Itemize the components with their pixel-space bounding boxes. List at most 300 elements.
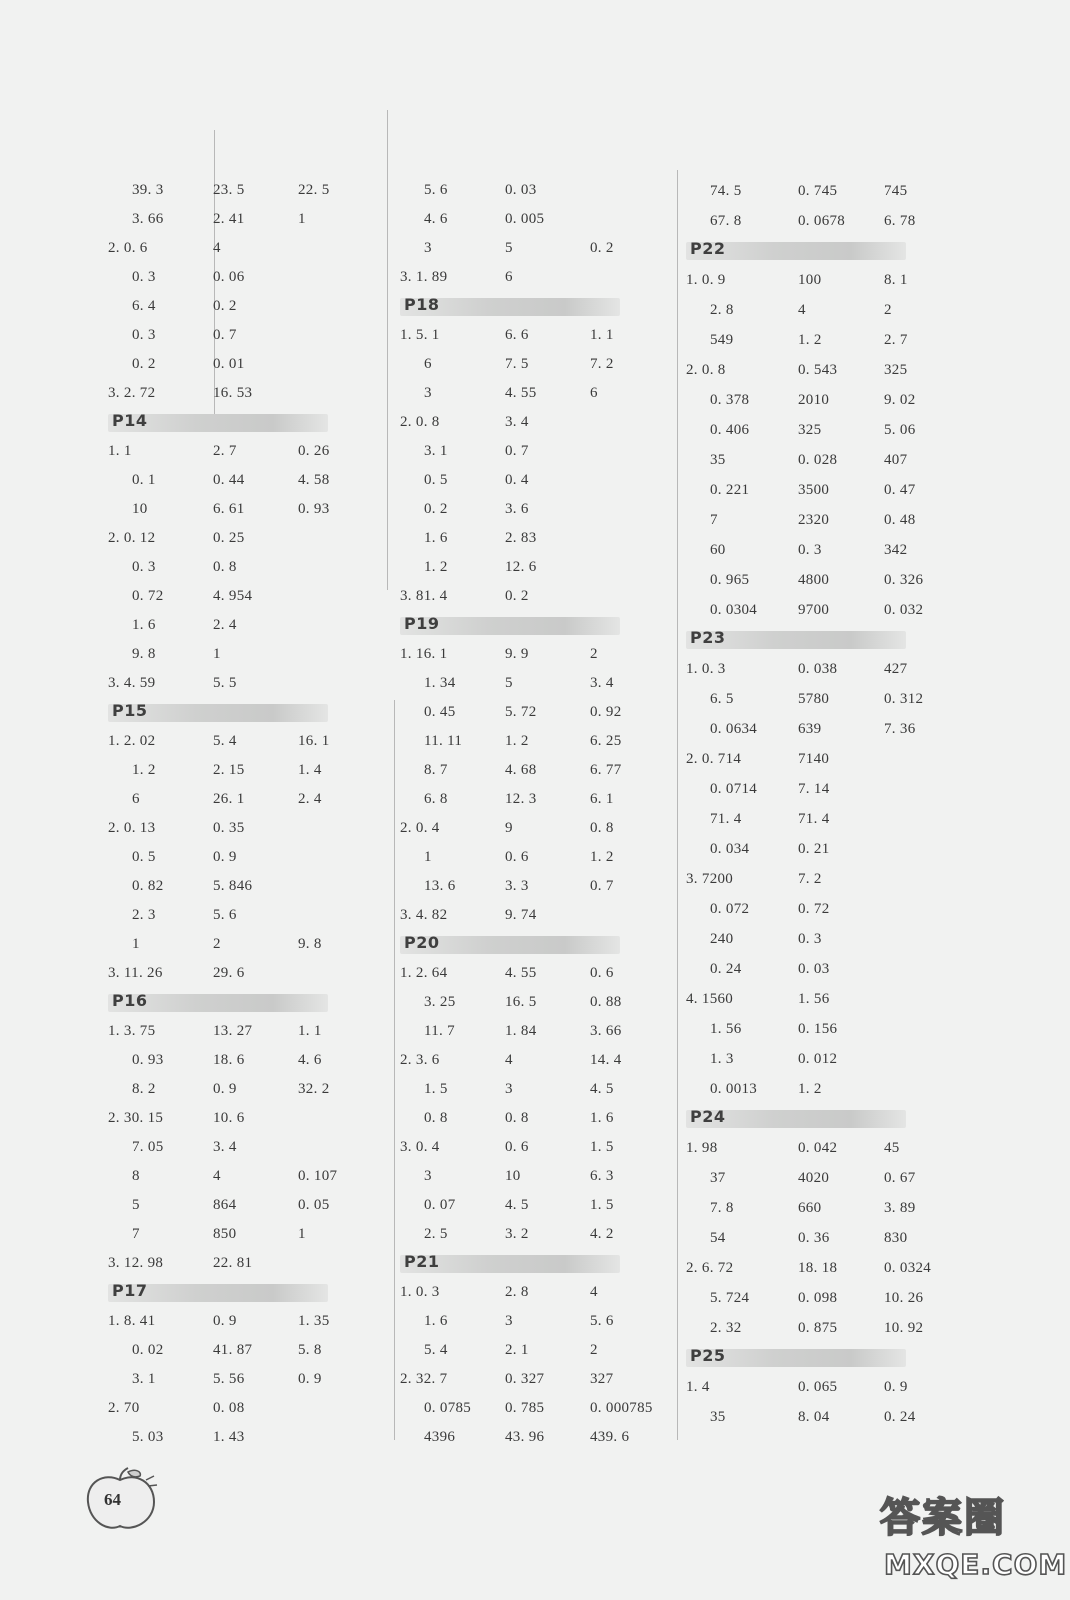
answer-cell: 4. 68 [505,762,537,778]
answer-cell: 2. 0. 12 [108,530,156,546]
answer-row [686,535,976,565]
section-header-label: P22 [690,239,726,258]
answer-cell: 0. 2 [590,240,614,256]
answer-cell: 6 [132,791,140,807]
answer-cell: 0. 06 [213,269,245,285]
answer-cell: 4800 [798,572,830,588]
answer-cell: 2 [213,936,221,952]
answer-cell: 12. 6 [505,559,537,575]
watermark-en: MXQE.COM [884,1548,1068,1581]
answer-row [108,1104,398,1133]
section-header-label: P25 [690,1346,726,1365]
watermark [872,1486,1068,1592]
answer-cell: 1. 56 [798,991,830,1007]
answer-row [400,1365,690,1394]
answer-cell: 4. 1560 [686,991,734,1007]
answer-row [108,1365,398,1394]
answer-cell: 18. 6 [213,1052,245,1068]
answer-row [108,959,398,988]
answer-row [686,355,976,385]
answer-cell: 2. 4 [298,791,322,807]
answer-row [400,495,690,524]
answer-cell: 3. 3 [505,878,529,894]
answer-cell: 2. 8 [710,302,734,318]
answer-cell: 1. 5. 1 [400,327,440,343]
answer-cell: 1. 6 [424,1313,448,1329]
answer-cell: 71. 4 [710,811,742,827]
answer-cell: 2. 7 [213,443,237,459]
answer-cell: 3. 2 [505,1226,529,1242]
answer-row [400,1133,690,1162]
answer-cell: 100 [798,272,822,288]
answer-row [686,265,976,295]
answer-row [400,1075,690,1104]
answer-cell: 0. 6 [505,1139,529,1155]
answer-cell: 3. 4 [213,1139,237,1155]
answer-cell: 0. 221 [710,482,750,498]
answer-cell: 4. 6 [424,211,448,227]
answer-cell: 3 [505,1313,513,1329]
answer-row [686,1014,976,1044]
apple-page-number-logo [84,1466,164,1536]
answer-cell: 0. 8 [424,1110,448,1126]
answer-cell: 0. 028 [798,452,838,468]
section-header [400,293,690,320]
section-header [108,989,398,1016]
answer-cell: 0. 8 [213,559,237,575]
answer-row [400,553,690,582]
answer-cell: 6. 3 [590,1168,614,1184]
answer-cell: 0. 8 [505,1110,529,1126]
answer-cell: 2. 32 [710,1320,742,1336]
answer-cell: 0. 0324 [884,1260,932,1276]
answer-cell: 4. 55 [505,965,537,981]
answer-cell: 2320 [798,512,830,528]
answer-cell: 1. 4 [298,762,322,778]
answer-row [686,924,976,954]
answer-cell: 7. 2 [798,871,822,887]
answer-cell: 11. 11 [424,733,463,749]
answer-row [400,1336,690,1365]
answer-row [686,1372,976,1402]
answer-cell: 0. 21 [798,841,830,857]
answer-cell: 6. 1 [590,791,614,807]
answer-cell: 11. 7 [424,1023,455,1039]
answer-row [108,582,398,611]
answer-cell: 2. 0. 8 [400,414,440,430]
answer-cell: 1. 3. 75 [108,1023,156,1039]
answer-cell: 1 [213,646,221,662]
answer-row [686,475,976,505]
answer-cell: 7. 5 [505,356,529,372]
answer-cell: 5. 846 [213,878,253,894]
answer-row [686,744,976,774]
answer-cell: 22. 81 [213,1255,253,1271]
answer-row [400,408,690,437]
answer-cell: 4 [590,1284,598,1300]
answer-cell: 439. 6 [590,1429,630,1445]
answer-row [108,379,398,408]
answer-cell: 0. 1 [132,472,156,488]
section-header-label: P23 [690,628,726,647]
answer-cell: 0. 4 [505,472,529,488]
answer-cell: 32. 2 [298,1081,330,1097]
answer-row [108,640,398,669]
answer-cell: 1. 0. 3 [686,661,726,677]
answer-cell: 1 [132,936,140,952]
answer-cell: 0. 378 [710,392,750,408]
answer-cell: 3. 2. 72 [108,385,156,401]
answer-cell: 549 [710,332,734,348]
answer-cell: 2. 41 [213,211,245,227]
section-header [108,699,398,726]
answer-cell: 0. 26 [298,443,330,459]
answer-cell: 6. 6 [505,327,529,343]
answer-cell: 2. 5 [424,1226,448,1242]
answer-row [108,263,398,292]
answer-cell: 5. 6 [590,1313,614,1329]
answer-row [108,176,398,205]
answer-row [400,524,690,553]
answer-cell: 6 [424,356,432,372]
section-header [108,409,398,436]
answer-cell: 0. 03 [505,182,537,198]
answer-cell: 1. 56 [710,1021,742,1037]
answer-cell: 9700 [798,602,830,618]
answer-cell: 2. 83 [505,530,537,546]
answer-cell: 0. 72 [798,901,830,917]
answer-cell: 325 [798,422,822,438]
answer-row [686,894,976,924]
answer-cell: 1. 2 [798,1081,822,1097]
answer-cell: 16. 1 [298,733,330,749]
answer-row [400,843,690,872]
answer-cell: 6. 5 [710,691,734,707]
answer-cell: 0. 312 [884,691,924,707]
answer-cell: 5. 5 [213,675,237,691]
answer-row [686,804,976,834]
answer-cell: 342 [884,542,908,558]
answer-cell: 2. 6. 72 [686,1260,734,1276]
answer-cell: 35 [710,1409,726,1425]
answer-cell: 6. 78 [884,213,916,229]
answer-row [400,698,690,727]
answer-cell: 6. 8 [424,791,448,807]
answer-cell: 1. 34 [424,675,456,691]
answer-cell: 1. 5 [590,1197,614,1213]
section-header [686,626,976,653]
section-header-label: P20 [404,933,440,952]
answer-cell: 3. 1 [132,1371,156,1387]
answer-row [686,1133,976,1163]
answer-cell: 4. 58 [298,472,330,488]
answer-row [686,774,976,804]
answer-cell: 427 [884,661,908,677]
answer-cell: 1. 6 [424,530,448,546]
section-header-label: P15 [112,701,148,720]
answer-row [400,727,690,756]
answer-row [400,901,690,930]
answer-cell: 3 [424,1168,432,1184]
answer-cell: 5780 [798,691,830,707]
answer-row [108,1017,398,1046]
answer-cell: 1. 6 [590,1110,614,1126]
answer-row [400,988,690,1017]
answer-cell: 2. 0. 4 [400,820,440,836]
answer-cell: 14. 4 [590,1052,622,1068]
page-number: 64 [104,1490,121,1509]
answer-column-3 [686,176,976,1432]
answer-cell: 4396 [424,1429,456,1445]
answer-cell: 2. 3. 6 [400,1052,440,1068]
answer-cell: 0. 35 [213,820,245,836]
answer-row [400,1191,690,1220]
answer-row [686,206,976,236]
answer-cell: 0. 47 [884,482,916,498]
answer-row [686,1193,976,1223]
answer-cell: 2. 8 [505,1284,529,1300]
answer-cell: 9. 9 [505,646,529,662]
answer-cell: 745 [884,183,908,199]
answer-row [400,234,690,263]
answer-cell: 0. 543 [798,362,838,378]
answer-row [400,1394,690,1423]
answer-cell: 3. 81. 4 [400,588,448,604]
answer-cell: 0. 3 [132,269,156,285]
answer-cell: 0. 25 [213,530,245,546]
answer-cell: 0. 03 [798,961,830,977]
answer-cell: 5. 4 [424,1342,448,1358]
answer-cell: 3. 7200 [686,871,734,887]
answer-cell: 10 [505,1168,521,1184]
answer-row [400,263,690,292]
answer-cell: 5. 03 [132,1429,164,1445]
answer-row [400,1046,690,1075]
answer-cell: 850 [213,1226,237,1242]
answer-cell: 5. 56 [213,1371,245,1387]
answer-cell: 3. 12. 98 [108,1255,164,1271]
answer-cell: 0. 92 [590,704,622,720]
answer-row [400,437,690,466]
answer-row [108,1307,398,1336]
answer-cell: 0. 3 [132,327,156,343]
answer-cell: 4. 6 [298,1052,322,1068]
answer-cell: 16. 53 [213,385,253,401]
answer-cell: 0. 82 [132,878,164,894]
answer-cell: 0. 24 [884,1409,916,1425]
answer-cell: 29. 6 [213,965,245,981]
answer-cell: 1. 5 [424,1081,448,1097]
answer-row [108,1336,398,1365]
answer-cell: 5 [505,240,513,256]
answer-cell: 0. 326 [884,572,924,588]
answer-cell: 12. 3 [505,791,537,807]
answer-cell: 4. 954 [213,588,253,604]
answer-cell: 2010 [798,392,830,408]
answer-cell: 3. 0. 4 [400,1139,440,1155]
answer-cell: 45 [884,1140,900,1156]
answer-cell: 2. 0. 6 [108,240,148,256]
answer-cell: 0. 0013 [710,1081,758,1097]
answer-cell: 9. 8 [298,936,322,952]
answer-cell: 0. 0785 [424,1400,472,1416]
answer-cell: 8. 2 [132,1081,156,1097]
answer-cell: 4. 5 [590,1081,614,1097]
answer-cell: 3. 6 [505,501,529,517]
answer-row [686,684,976,714]
section-header [400,931,690,958]
section-header [400,612,690,639]
answer-cell: 2 [590,1342,598,1358]
answer-cell: 54 [710,1230,726,1246]
section-header [686,1344,976,1371]
answer-row [686,595,976,625]
answer-row [686,505,976,535]
section-header [108,1279,398,1306]
answer-row [686,176,976,206]
section-header-label: P21 [404,1252,440,1271]
watermark-cn: 答案圈 [880,1495,1006,1541]
answer-cell: 0. 3 [798,931,822,947]
answer-cell: 0. 034 [710,841,750,857]
answer-cell: 0. 107 [298,1168,338,1184]
answer-cell: 1. 0. 9 [686,272,726,288]
answer-cell: 5. 6 [424,182,448,198]
answer-row [400,669,690,698]
answer-cell: 0. 032 [884,602,924,618]
answer-cell: 8 [132,1168,140,1184]
answer-cell: 0. 038 [798,661,838,677]
answer-row [108,1075,398,1104]
answer-cell: 3. 4. 82 [400,907,448,923]
answer-row [108,785,398,814]
answer-cell: 0. 01 [213,356,245,372]
answer-cell: 0. 327 [505,1371,545,1387]
answer-cell: 0. 24 [710,961,742,977]
answer-cell: 0. 3 [132,559,156,575]
answer-cell: 3. 4 [590,675,614,691]
answer-cell: 1. 1 [298,1023,322,1039]
answer-cell: 0. 07 [424,1197,456,1213]
answer-cell: 0. 6 [590,965,614,981]
answer-cell: 3. 4 [505,414,529,430]
answer-row [686,1283,976,1313]
answer-cell: 1. 2. 64 [400,965,448,981]
answer-row [686,385,976,415]
answer-cell: 26. 1 [213,791,245,807]
answer-cell: 7 [132,1226,140,1242]
section-header [686,1105,976,1132]
answer-cell: 327 [590,1371,614,1387]
answer-column-2 [400,176,690,1452]
answer-row [686,1044,976,1074]
answer-cell: 74. 5 [710,183,742,199]
answer-cell: 2. 0. 714 [686,751,742,767]
answer-row [108,1220,398,1249]
answer-cell: 1. 2 [798,332,822,348]
answer-row [108,1046,398,1075]
answer-row [108,872,398,901]
answer-cell: 5. 724 [710,1290,750,1306]
answer-cell: 7. 14 [798,781,830,797]
answer-row [400,176,690,205]
answer-cell: 8. 04 [798,1409,830,1425]
answer-cell: 10. 6 [213,1110,245,1126]
answer-cell: 0. 0634 [710,721,758,737]
answer-cell: 1. 98 [686,1140,718,1156]
answer-cell: 35 [710,452,726,468]
answer-cell: 3. 25 [424,994,456,1010]
answer-cell: 6 [590,385,598,401]
answer-row [400,350,690,379]
answer-cell: 18. 18 [798,1260,838,1276]
answer-row [686,984,976,1014]
answer-row [108,205,398,234]
answer-cell: 0. 7 [213,327,237,343]
answer-cell: 3. 66 [132,211,164,227]
answer-cell: 0. 000785 [590,1400,653,1416]
answer-cell: 0. 2 [505,588,529,604]
section-header-label: P24 [690,1107,726,1126]
answer-cell: 1. 3 [710,1051,734,1067]
answer-cell: 1. 5 [590,1139,614,1155]
answer-cell: 7. 05 [132,1139,164,1155]
answer-cell: 2. 3 [132,907,156,923]
answer-row [108,234,398,263]
answer-cell: 1. 2 [424,559,448,575]
answer-row [400,756,690,785]
answer-cell: 71. 4 [798,811,830,827]
answer-row [686,415,976,445]
answer-cell: 3. 1. 89 [400,269,448,285]
answer-cell: 0. 93 [132,1052,164,1068]
answer-column-1 [108,176,398,1452]
answer-row [400,785,690,814]
answer-cell: 2 [590,646,598,662]
answer-cell: 4 [213,240,221,256]
answer-cell: 0. 7 [590,878,614,894]
answer-cell: 3 [424,385,432,401]
answer-cell: 41. 87 [213,1342,253,1358]
answer-cell: 0. 02 [132,1342,164,1358]
answer-cell: 2. 1 [505,1342,529,1358]
answer-row [686,864,976,894]
answer-cell: 0. 36 [798,1230,830,1246]
answer-row [686,1253,976,1283]
answer-cell: 3. 1 [424,443,448,459]
answer-cell: 3 [505,1081,513,1097]
answer-cell: 0. 042 [798,1140,838,1156]
answer-cell: 0. 45 [424,704,456,720]
answer-row [108,901,398,930]
answer-row [686,1163,976,1193]
answer-cell: 0. 9 [213,1081,237,1097]
answer-cell: 0. 0304 [710,602,758,618]
answer-row [108,321,398,350]
answer-row [400,959,690,988]
section-header [400,1250,690,1277]
answer-cell: 4020 [798,1170,830,1186]
answer-cell: 0. 072 [710,901,750,917]
answer-cell: 0. 8 [590,820,614,836]
section-header-label: P19 [404,614,440,633]
answer-row [108,1162,398,1191]
answer-cell: 7140 [798,751,830,767]
answer-cell: 830 [884,1230,908,1246]
answer-row [108,1423,398,1452]
answer-cell: 1 [298,211,306,227]
answer-cell: 0. 67 [884,1170,916,1186]
